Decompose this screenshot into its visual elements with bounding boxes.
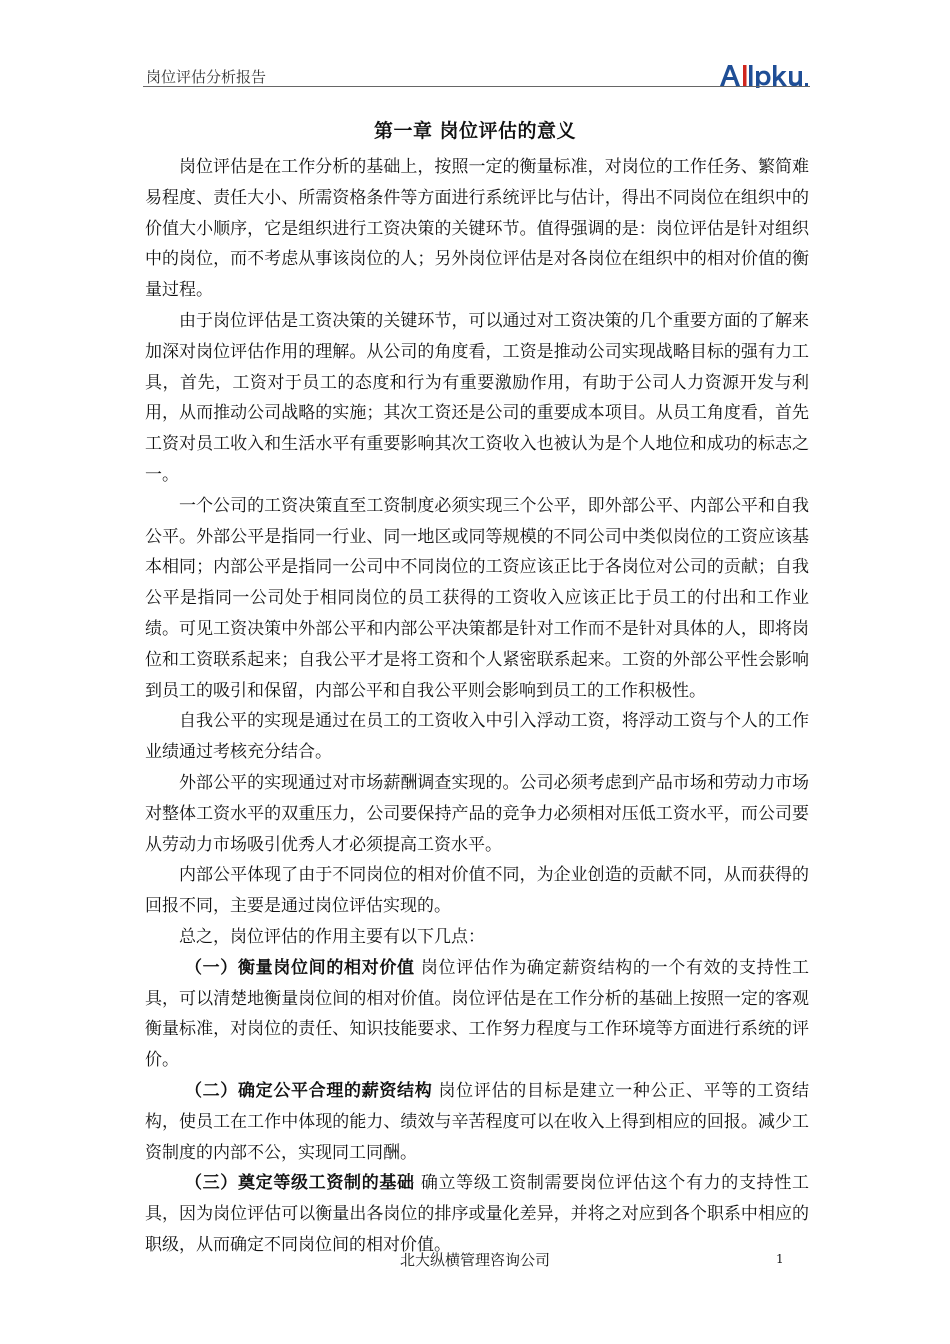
point-paragraph <box>145 953 809 1076</box>
chapter-title: 第一章 岗位评估的意义 <box>373 120 577 142</box>
body-paragraph: 一个公司的工资决策直至工资制度必须实现三个公平，即外部公平、内部公平和自我公平。外部公平是指同一行业、同一地区或同等规模的不同公司中类似岗位的工资应该基本相同；内部公平是指同一公司中不同岗位的工资应该正比于各岗位对公司的贡献；自我公平是指同一公司处于相同岗位的员工获得的工资收入应该正比于员工的付出和工作业绩。可见工资决策中外部公平和内部公平决策都是针对工作而不是针对具体的人，即将岗位和工资联系起来；自我公平才是将工资和个人紧密联系起来。工资的外部公平性会影响到员工的吸引和保留，内部公平和自我公平则会影响到员工的工作积极性。 <box>145 495 809 701</box>
document-body <box>145 152 809 1261</box>
body-paragraph: 外部公平的实现通过对市场薪酬调查实现的。公司必须考虑到产品市场和劳动力市场对整体工资水平的双重压力，公司要保持产品的竞争力必须相对压低工资水平，而公司要从劳动力市场吸引优秀人才必须提高工资水平。 <box>145 772 809 855</box>
point-heading: （三）奠定等级工资制的基础 <box>184 1173 415 1194</box>
point-heading: （二）确定公平合理的薪资结构 <box>184 1080 433 1101</box>
body-paragraph: 岗位评估是在工作分析的基础上，按照一定的衡量标准，对岗位的工作任务、繁简难易程度、责任大小、所需资格条件等方面进行系统评比与估计，得出不同岗位在组织中的价值大小顺序，它是组织进行工资决策的关键环节。值得强调的是：岗位评估是针对组织中的岗位，而不考虑从事该岗位的人；另外岗位评估是对各岗位在组织中的相对价值的衡量过程。 <box>145 157 809 301</box>
point-text: 岗位评估作为确定薪资结构的一个有效的支持性工具，可以清楚地衡量岗位间的相对价值。岗位评估是在工作分析的基础上按照一定的客观衡量标准，对岗位的责任、知识技能要求、工作努力程度与工作环境等方面进行系统的评价。 <box>145 957 810 1071</box>
point-paragraph <box>145 1076 809 1168</box>
body-paragraph: 由于岗位评估是工资决策的关键环节，可以通过对工资决策的几个重要方面的了解来加深对岗位评估作用的理解。从公司的角度看，工资是推动公司实现战略目标的强有力工具，首先，工资对于员工的态度和行为有重要激励作用，有助于公司人力资源开发与利用，从而推动公司战略的实施；其次工资还是公司的重要成本项目。从员工角度看，首先工资对员工收入和生活水平有重要影响其次工资收入也被认为是个人地位和成功的标志之一。 <box>145 310 809 485</box>
body-paragraph: 内部公平体现了由于不同岗位的相对价值不同，为企业创造的贡献不同，从而获得的回报不同，主要是通过岗位评估实现的。 <box>145 865 809 917</box>
footer-company: 北大纵横管理咨询公司 <box>399 1251 550 1269</box>
point-paragraph <box>145 1168 809 1260</box>
header-rule <box>143 86 810 87</box>
header-title: 岗位评估分析报告 <box>146 68 267 86</box>
company-logo <box>718 62 810 88</box>
point-text: 确立等级工资制需要岗位评估这个有力的支持性工具，因为岗位评估可以衡量出各岗位的排序或量化差异，并将之对应到各个职系中相应的职级，从而确定不同岗位间的相对价值。 <box>145 1173 810 1255</box>
page-number: 1 <box>776 1252 784 1266</box>
body-paragraph: 总之，岗位评估的作用主要有以下几点： <box>179 926 485 947</box>
point-text: 岗位评估的目标是建立一种公正、平等的工资结构，使员工在工作中体现的能力、绩效与辛苦程度可以在收入上得到相应的回报。减少工资制度的内部不公，实现同工同酬。 <box>145 1080 810 1163</box>
point-heading: （一）衡量岗位间的相对价值 <box>184 957 415 978</box>
body-paragraph: 自我公平的实现是通过在员工的工资收入中引入浮动工资，将浮动工资与个人的工作业绩通过考核充分结合。 <box>145 711 809 763</box>
